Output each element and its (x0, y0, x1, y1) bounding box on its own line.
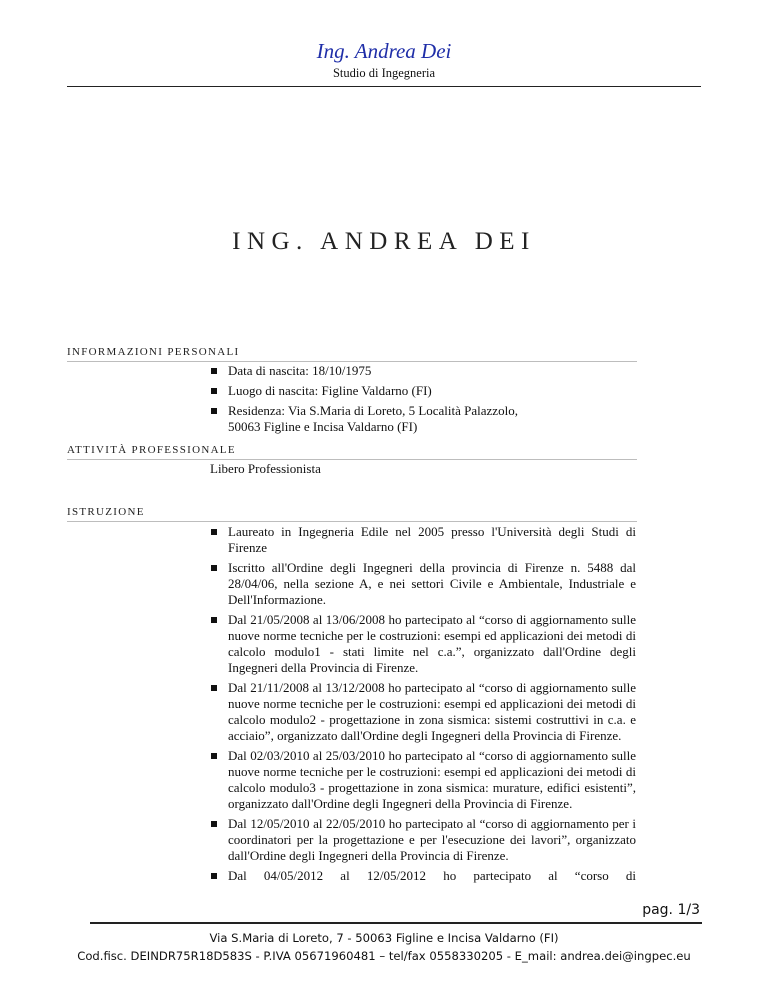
footer (0, 929, 768, 965)
document-title: ING. ANDREA DEI (232, 228, 536, 255)
list-item: Laureato in Ingegneria Edile nel 2005 presso l'Università degli Studi di Firenze (210, 524, 636, 556)
page-number: pag. 1/3 (642, 902, 700, 918)
footer-divider (90, 922, 702, 924)
list-item: Dal 21/11/2008 al 13/12/2008 ho partecipato al “corso di aggiornamento sulle nuove norme tecniche per le costruzioni: esempi ed applicazioni dei metodi di calcolo modulo2 - progettazione in zona sismica: sistemi costruttivi in c.a. e acciaio”, organizzato dall'Ordine degli Ingegneri della Provincia di Firenze. (210, 680, 636, 744)
list-item: Luogo di nascita: Figline Valdarno (FI) (210, 383, 636, 399)
personal-info-list (210, 363, 636, 439)
list-item: Dal 12/05/2010 al 22/05/2010 ho partecipato al “corso di aggiornamento per i coordinatori per la progettazione e per l'esecuzione dei lavori”, organizzato dall'Ordine degli Ingegneri della Provincia di Firenze. (210, 816, 636, 864)
list-item: Residenza: Via S.Maria di Loreto, 5 Località Palazzolo, 50063 Figline e Incisa Valdarno (FI) (210, 403, 536, 435)
list-item: Dal 02/03/2010 al 25/03/2010 ho partecipato al “corso di aggiornamento sulle nuove norme tecniche per le costruzioni: esempi ed applicazioni dei metodi di calcolo modulo3 - progettazione in zona sismica: murature, edifici esistenti”, organizzato dall'Ordine degli Ingegneri della Provincia di Firenze. (210, 748, 636, 812)
letterhead-subtitle: Studio di Ingegneria (332, 66, 436, 80)
education-list (210, 524, 636, 888)
letterhead (0, 38, 768, 81)
footer-fiscal-info: Cod.fisc. DEINDR75R18D583S - P.IVA 05671960481 – tel/fax 0558330205 - E_mail: andrea.dei@ingpec.eu (77, 949, 691, 963)
professional-activity: Libero Professionista (210, 461, 321, 476)
header-divider (67, 86, 701, 87)
section-heading-personal: INFORMAZIONI PERSONALI (67, 345, 637, 362)
list-item: Dal 04/05/2012 al 12/05/2012 ho partecipato al “corso di (210, 868, 636, 884)
section-heading-professional: ATTIVITÀ PROFESSIONALE (67, 443, 637, 460)
list-item: Dal 21/05/2008 al 13/06/2008 ho partecipato al “corso di aggiornamento sulle nuove norme tecniche per le costruzioni: esempi ed applicazioni dei metodi di calcolo modulo1 - stati limite nel c.a.”, organizzato dall'Ordine degli Ingegneri della Provincia di Firenze. (210, 612, 636, 676)
footer-address: Via S.Maria di Loreto, 7 - 50063 Figline e Incisa Valdarno (FI) (209, 931, 559, 945)
list-item: Data di nascita: 18/10/1975 (210, 363, 636, 379)
section-heading-education: ISTRUZIONE (67, 505, 637, 522)
list-item: Iscritto all'Ordine degli Ingegneri della provincia di Firenze n. 5488 dal 28/04/06, nella sezione A, e nei settori Civile e Ambientale, Industriale e Dell'Informazione. (210, 560, 636, 608)
letterhead-name: Ing. Andrea Dei (316, 39, 452, 63)
